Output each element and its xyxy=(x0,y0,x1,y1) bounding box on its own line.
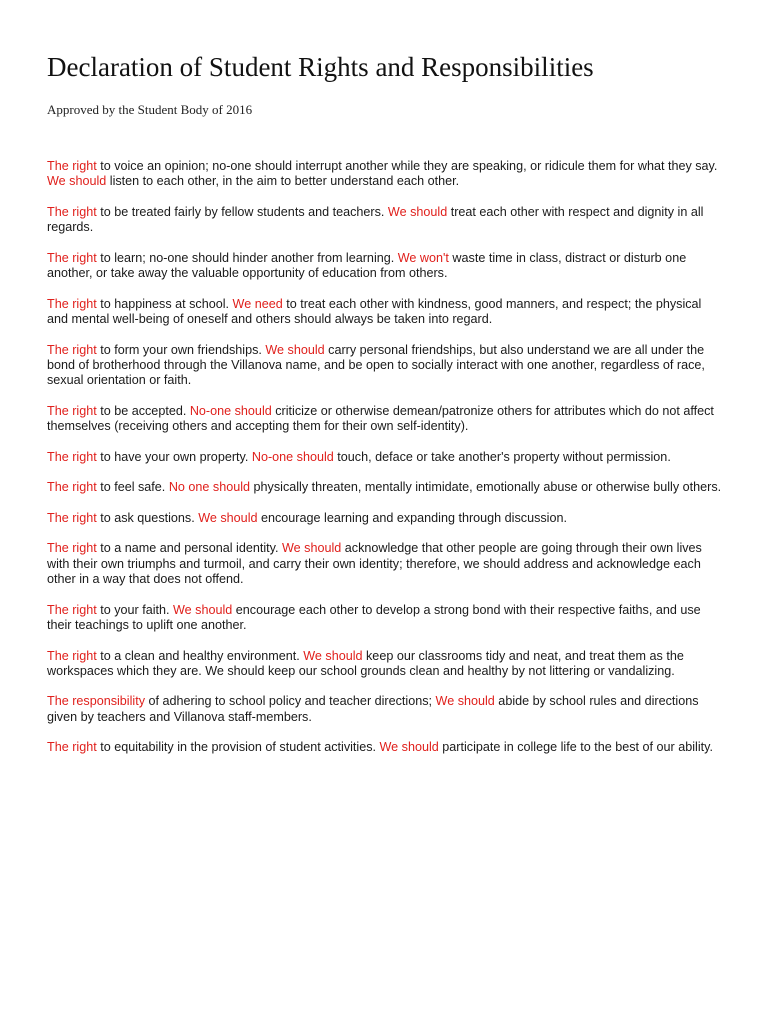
item-lead: The responsibility xyxy=(47,694,145,709)
item-lead: The right xyxy=(47,449,97,464)
item-text: carry personal friendships, but also understand we are all under the bond of brotherhood through the Villanova name, and be open to socially interact with one another, regardless of race, sexual orientation or faith. xyxy=(47,342,705,388)
item-lead: The right xyxy=(47,159,97,173)
item-lead: The right xyxy=(47,480,97,495)
list-item xyxy=(47,603,725,634)
item-action: We should xyxy=(265,342,325,357)
item-action: We should xyxy=(173,602,233,617)
item-action: We won't xyxy=(397,250,449,265)
list-item xyxy=(47,297,725,328)
item-lead: The right xyxy=(47,510,97,525)
item-text: participate in college life to the best of our ability. xyxy=(438,740,713,755)
item-text: waste time in class, distract or disturb one another, or take away the valuable opportunity of education from others. xyxy=(47,250,687,281)
item-text: to voice an opinion; no-one should interrupt another while they are speaking, or ridicule them for what they say. xyxy=(96,159,718,173)
item-text: acknowledge that other people are going through their own lives with their own triumphs and turmoil, and carry their own identity; therefore, we should address and acknowledge each other in a way that does not offend. xyxy=(47,541,702,587)
list-item xyxy=(47,343,725,389)
item-text: to happiness at school. xyxy=(96,296,233,311)
item-action: We need xyxy=(232,296,283,311)
list-item xyxy=(47,740,725,755)
item-text: to a clean and healthy environment. xyxy=(96,648,304,663)
item-action: We should xyxy=(435,694,495,709)
item-text: encourage learning and expanding through discussion. xyxy=(257,510,567,525)
page-title: Declaration of Student Rights and Responsibilities xyxy=(47,52,594,82)
list-item xyxy=(47,404,725,435)
item-lead: The right xyxy=(47,541,97,556)
item-text: encourage each other to develop a strong bond with their respective faiths, and use their teachings to uplift one another. xyxy=(47,602,701,632)
item-action: No-one should xyxy=(189,403,272,418)
list-item xyxy=(47,511,725,526)
item-lead: The right xyxy=(47,403,97,418)
list-item xyxy=(47,251,725,282)
item-text: to have your own property. xyxy=(96,449,252,464)
item-action: We should xyxy=(303,648,363,663)
item-text: to equitability in the provision of student activities. xyxy=(96,740,380,755)
item-text: to learn; no-one should hinder another from learning. xyxy=(96,250,398,265)
item-text: keep our classrooms tidy and neat, and treat them as the workspaces which they are. We should keep our school grounds clean and healthy by not littering or vandalizing. xyxy=(47,648,684,678)
item-text: to a name and personal identity. xyxy=(96,541,282,556)
item-text: abide by school rules and directions given by teachers and Villanova staff-members. xyxy=(47,694,699,724)
list-item xyxy=(47,694,725,725)
item-action: We should xyxy=(47,174,107,189)
item-lead: The right xyxy=(47,602,97,617)
item-action: We should xyxy=(198,510,258,525)
rights-list xyxy=(47,159,720,756)
list-item xyxy=(47,205,725,236)
list-item xyxy=(47,480,725,495)
item-action: We should xyxy=(387,204,448,219)
item-text: of adhering to school policy and teacher directions; xyxy=(145,694,436,709)
list-item xyxy=(47,450,725,465)
item-action: No-one should xyxy=(251,449,334,464)
item-lead: The right xyxy=(47,342,97,357)
page-subtitle: Approved by the Student Body of 2016 xyxy=(47,102,253,117)
item-text: to be accepted. xyxy=(96,403,190,418)
item-action: We should xyxy=(379,740,439,755)
item-text: physically threaten, mentally intimidate, emotionally abuse or otherwise bully others. xyxy=(250,480,722,495)
item-lead: The right xyxy=(47,296,97,311)
item-text: to be treated fairly by fellow students and teachers. xyxy=(96,204,388,219)
item-text: to treat each other with kindness, good manners, and respect; the physical and mental well-being of oneself and others should always be taken into regard. xyxy=(47,296,702,326)
item-text: to feel safe. xyxy=(96,480,169,495)
item-text: treat each other with respect and dignity in all regards. xyxy=(47,204,704,235)
item-text: to form your own friendships. xyxy=(96,342,266,357)
item-lead: The right xyxy=(47,250,97,265)
item-text: to ask questions. xyxy=(96,510,199,525)
list-item xyxy=(47,541,725,587)
item-action: No one should xyxy=(168,480,251,495)
item-lead: The right xyxy=(47,648,97,663)
item-text: listen to each other, in the aim to better understand each other. xyxy=(106,174,460,189)
item-lead: The right xyxy=(47,740,97,755)
item-lead: The right xyxy=(47,204,97,219)
item-text: touch, deface or take another's property without permission. xyxy=(333,449,671,464)
list-item xyxy=(47,159,725,190)
item-text: to your faith. xyxy=(96,602,174,617)
item-action: We should xyxy=(282,541,342,556)
item-text: criticize or otherwise demean/patronize others for attributes which do not affect themselves (receiving others and accepting them for their own self-identity). xyxy=(47,403,714,434)
list-item xyxy=(47,649,725,680)
